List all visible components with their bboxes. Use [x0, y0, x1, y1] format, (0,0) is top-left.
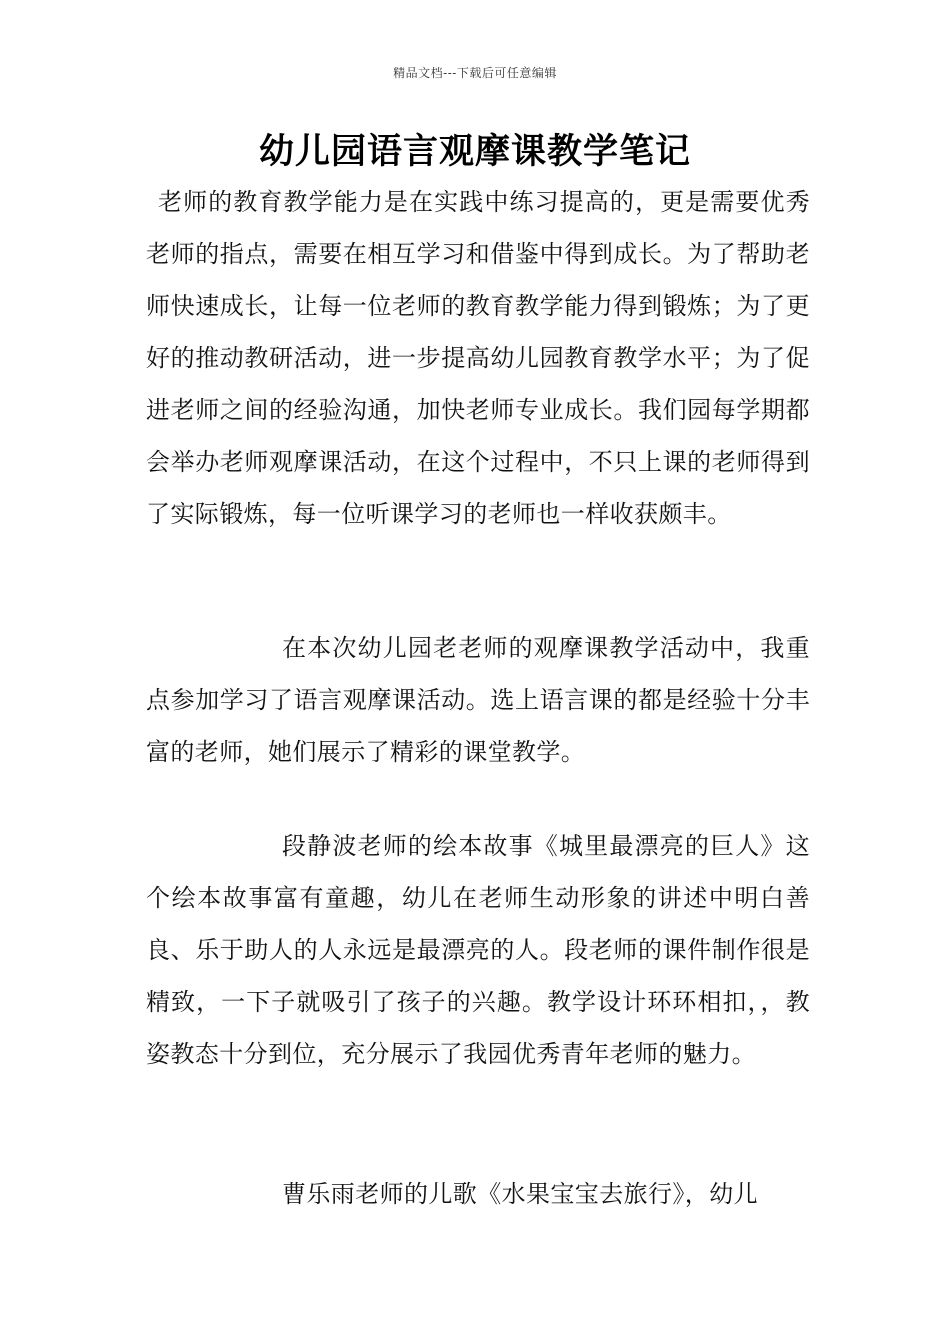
paragraph-duan-lesson: 段静波老师的绘本故事《城里最漂亮的巨人》这个绘本故事富有童趣，幼儿在老师生动形象的讲述中明白善良、乐于助人的人永远是最漂亮的人。段老师的课件制作很是精致，一下子就吸引了孩子的兴趣。教学设计环环相扣，，教姿教态十分到位，充分展示了我园优秀青年老师的魅力。 [146, 832, 810, 1068]
document-title: 幼儿园语言观摩课教学笔记 [258, 131, 691, 172]
paragraph-intro: 老师的教育教学能力是在实践中练习提高的，更是需要优秀老师的指点，需要在相互学习和借鉴中得到成长。为了帮助老师快速成长，让每一位老师的教育教学能力得到锻炼；为了更好的推动教研活动，进一步提高幼儿园教育教学水平；为了促进老师之间的经验沟通，加快老师专业成长。我们园每学期都会举办老师观摩课活动，在这个过程中，不只上课的老师得到了实际锻炼，每一位听课学习的老师也一样收获颇丰。 [146, 188, 810, 528]
paragraph-observation: 在本次幼儿园老老师的观摩课教学活动中，我重点参加学习了语言观摩课活动。选上语言课的都是经验十分丰富的老师，她们展示了精彩的课堂教学。 [146, 634, 810, 766]
paragraph-cao-lesson: 曹乐雨老师的儿歌《水果宝宝去旅行》，幼儿 [282, 1180, 758, 1208]
header-note: 精品文档---下载后可任意编辑 [393, 66, 557, 80]
